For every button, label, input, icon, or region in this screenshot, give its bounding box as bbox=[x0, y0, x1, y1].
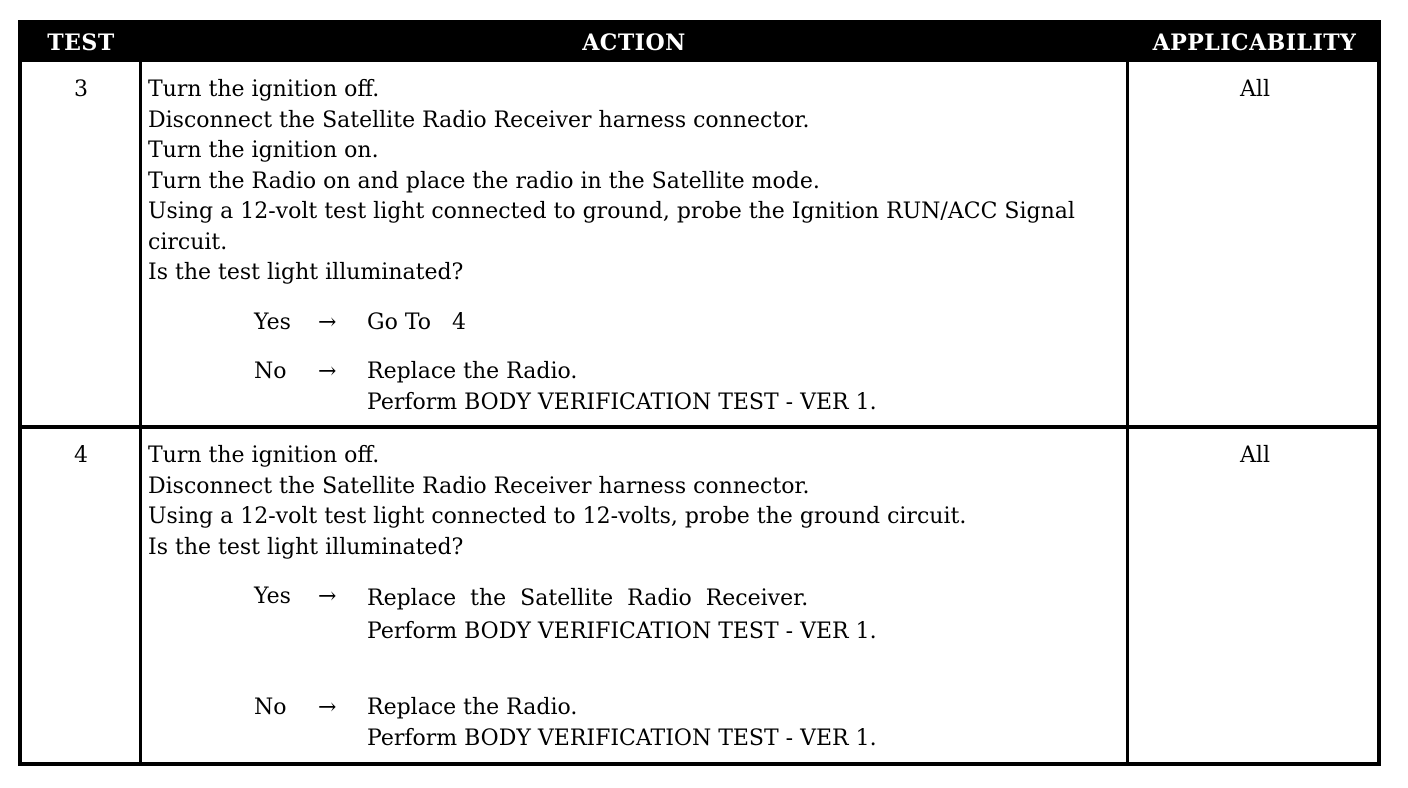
action-line: Turn the ignition off. bbox=[148, 443, 380, 468]
header-test: TEST bbox=[47, 30, 115, 56]
applicability-value: All bbox=[1240, 443, 1270, 468]
no-result-line: Perform BODY VERIFICATION TEST - VER 1. bbox=[367, 725, 877, 751]
right-arrow-icon: → bbox=[318, 584, 337, 609]
right-arrow-icon: → bbox=[318, 310, 337, 335]
yes-result: Go To 4 bbox=[367, 310, 466, 335]
test-number: 3 bbox=[74, 77, 88, 102]
no-result bbox=[367, 693, 877, 754]
applicability-value: All bbox=[1240, 77, 1270, 102]
action-line: Turn the Radio on and place the radio in the Satellite mode. bbox=[148, 168, 820, 194]
action-line: Disconnect the Satellite Radio Receiver harness connector. bbox=[148, 473, 810, 499]
right-arrow-icon: → bbox=[318, 695, 337, 720]
test-number: 4 bbox=[74, 443, 88, 468]
action-line: Turn the ignition off. bbox=[148, 77, 380, 102]
action-line: Turn the ignition on. bbox=[148, 138, 379, 163]
action-line: Using a 12-volt test light connected to 12-volts, probe the ground circuit. bbox=[148, 504, 967, 529]
action-line: Is the test light illuminated? bbox=[148, 260, 464, 285]
column-divider bbox=[1126, 62, 1129, 766]
no-label: No bbox=[254, 695, 287, 720]
action-line: Disconnect the Satellite Radio Receiver harness connector. bbox=[148, 107, 810, 133]
action-line: Is the test light illuminated? bbox=[148, 534, 464, 560]
action-line: circuit. bbox=[148, 229, 228, 255]
right-arrow-icon: → bbox=[318, 359, 337, 384]
header-action: ACTION bbox=[582, 30, 686, 56]
diagnostic-test-table bbox=[18, 20, 1381, 766]
yes-result-line: Replace the Satellite Radio Receiver. bbox=[367, 586, 809, 611]
row-divider bbox=[22, 425, 1377, 429]
action-line: Using a 12-volt test light connected to ground, probe the Ignition RUN/ACC Signal bbox=[148, 199, 1075, 224]
no-result-line: Replace the Radio. bbox=[367, 695, 578, 720]
header-applicability: APPLICABILITY bbox=[1152, 30, 1357, 56]
action-instructions bbox=[148, 441, 1123, 563]
yes-result bbox=[367, 582, 877, 648]
yes-label: Yes bbox=[254, 310, 291, 335]
column-divider bbox=[139, 62, 142, 766]
no-label: No bbox=[254, 359, 287, 384]
yes-label: Yes bbox=[254, 584, 291, 609]
no-result-line: Replace the Radio. bbox=[367, 359, 578, 384]
action-instructions bbox=[148, 75, 1123, 289]
yes-result-line: Perform BODY VERIFICATION TEST - VER 1. bbox=[367, 619, 877, 644]
table-header bbox=[22, 24, 1377, 62]
no-result-line: Perform BODY VERIFICATION TEST - VER 1. bbox=[367, 389, 877, 415]
no-result bbox=[367, 357, 877, 418]
